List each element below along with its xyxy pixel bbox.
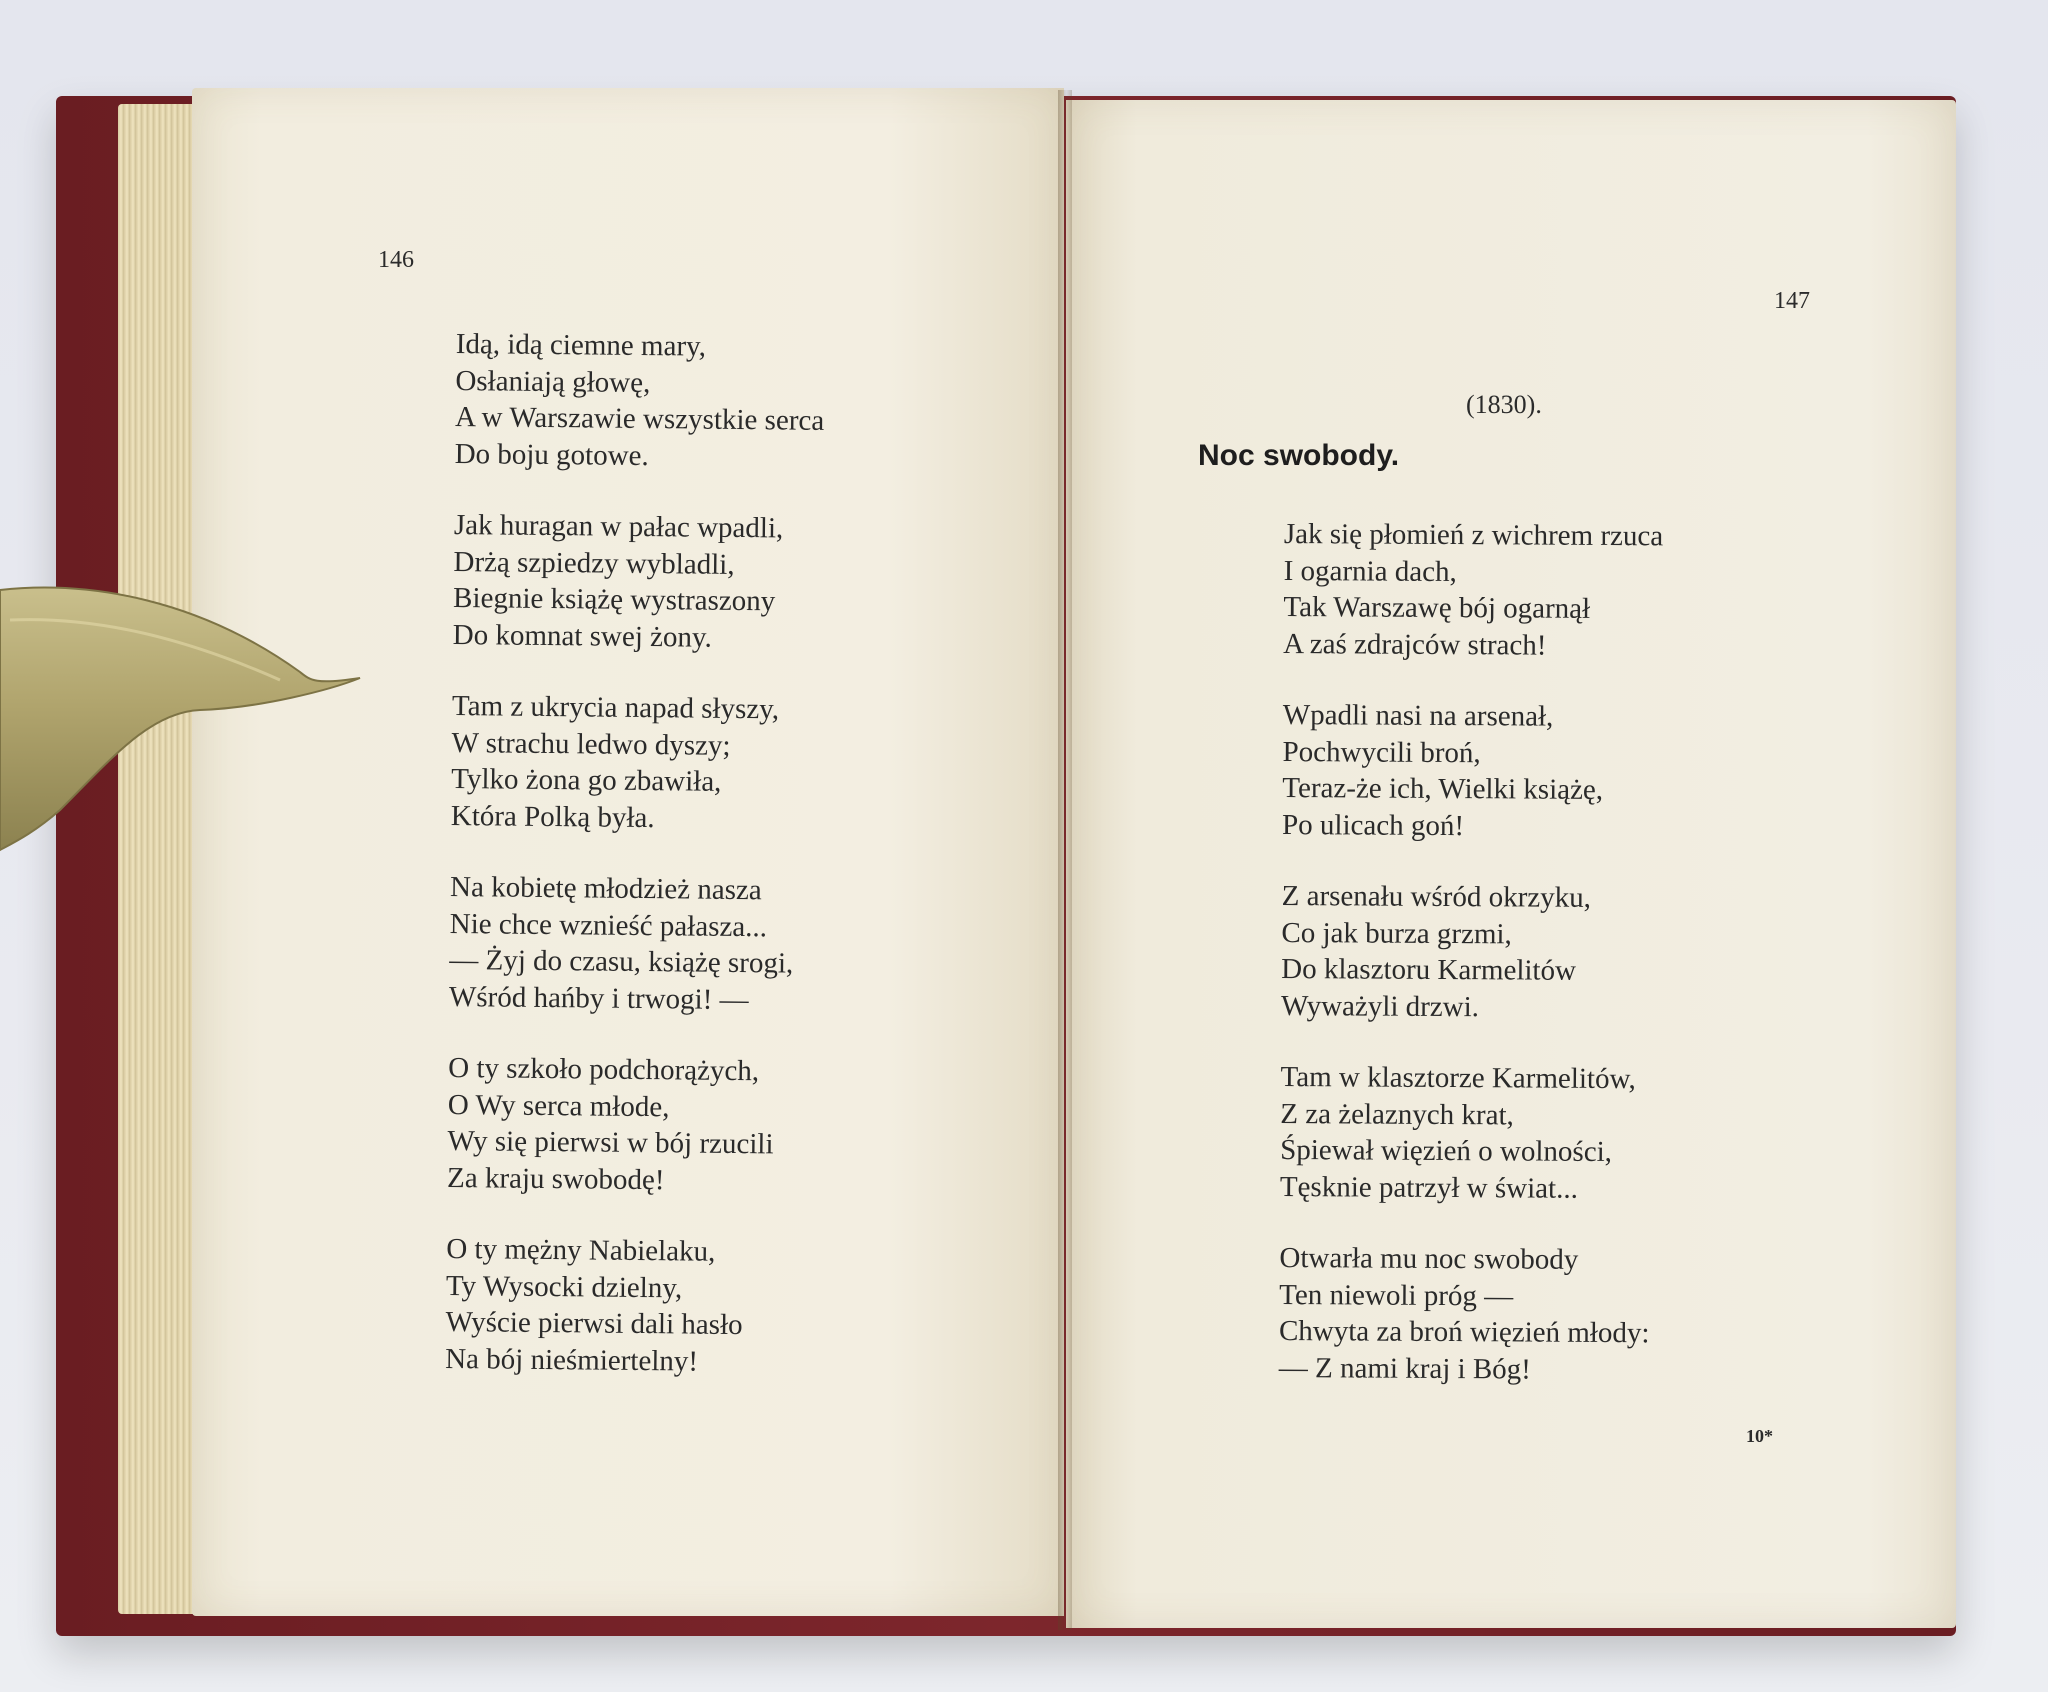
poem-line: Biegnie książę wystraszony bbox=[452, 581, 776, 618]
stanza bbox=[1280, 1059, 1660, 1207]
poem-line: Do klasztoru Karmelitów bbox=[1281, 952, 1577, 987]
stanza bbox=[1282, 697, 1662, 845]
poem-title: Noc swobody. bbox=[1198, 439, 1400, 472]
poem-line: Na kobietę młodzież nasza bbox=[449, 870, 762, 907]
poem-line: Jak huragan w pałac wpadli, bbox=[453, 508, 784, 545]
poem-line: Teraz-że ich, Wielki książę, bbox=[1282, 771, 1604, 806]
poem-line: Po ulicach goń! bbox=[1282, 808, 1465, 842]
printer-signature: 10* bbox=[1746, 1426, 1773, 1446]
poem-line: Tylko żona go zbawiła, bbox=[451, 762, 722, 798]
poem-line: Tak Warszawę bój ogarnął bbox=[1283, 590, 1591, 625]
poem-line: W strachu ledwo dyszy; bbox=[451, 726, 731, 762]
poem-line: Ten niewoli próg — bbox=[1279, 1278, 1514, 1312]
stanza bbox=[1283, 516, 1663, 664]
stanza bbox=[453, 507, 824, 657]
poem-line: O ty mężny Nabielaku, bbox=[446, 1232, 716, 1268]
poem-line: A zaś zdrajców strach! bbox=[1283, 627, 1547, 662]
poem-line: Za kraju swobodę! bbox=[446, 1161, 665, 1196]
poem-line: Wpadli nasi na arsenał, bbox=[1282, 698, 1554, 733]
stanza bbox=[449, 869, 820, 1019]
poem-line: Pochwycili broń, bbox=[1282, 735, 1481, 769]
left-page-number: 146 bbox=[378, 247, 414, 273]
right-page-number: 147 bbox=[1774, 288, 1810, 314]
poem-line: Tam z ukrycia napad słyszy, bbox=[451, 689, 780, 726]
poem-line: O ty szkoło podchorążych, bbox=[448, 1051, 760, 1088]
poem-line: Wyważyli drzwi. bbox=[1280, 989, 1480, 1023]
poem-line: Drżą szpiedzy wybladli, bbox=[453, 545, 735, 581]
poem-line: Wy się pierwsi w bój rzucili bbox=[447, 1124, 774, 1161]
poem-line: Wyście pierwsi dali hasło bbox=[445, 1305, 743, 1342]
poem-line: Wśród hańby i trwogi! — bbox=[448, 980, 749, 1016]
book-gutter bbox=[1058, 90, 1072, 1630]
stanza bbox=[447, 1050, 818, 1200]
left-poem bbox=[445, 326, 826, 1416]
poem-line: Na bój nieśmiertelny! bbox=[445, 1342, 699, 1378]
poem-line: Jak się płomień z wichrem rzuca bbox=[1283, 517, 1664, 553]
stanza bbox=[454, 326, 825, 476]
poem-line: Otwarła mu noc swobody bbox=[1279, 1241, 1579, 1276]
right-poem bbox=[1278, 516, 1663, 1423]
poem-line: A w Warszawie wszystkie serca bbox=[454, 400, 825, 437]
poem-line: Tam w klasztorze Karmelitów, bbox=[1280, 1060, 1636, 1096]
poem-line: O Wy serca młode, bbox=[447, 1088, 670, 1123]
brass-page-holder bbox=[0, 560, 380, 860]
stanza bbox=[451, 688, 822, 838]
poem-line: Tęsknie patrzył w świat... bbox=[1279, 1170, 1578, 1205]
stanza bbox=[445, 1231, 816, 1381]
poem-line: I ogarnia dach, bbox=[1283, 554, 1457, 588]
poem-line: — Żyj do czasu, książę srogi, bbox=[449, 943, 794, 980]
poem-line: Do komnat swej żony. bbox=[452, 618, 713, 654]
poem-line: Z za żelaznych krat, bbox=[1280, 1097, 1514, 1131]
poem-line: Z arsenału wśród okrzyku, bbox=[1281, 879, 1592, 914]
poem-line: — Z nami kraj i Bóg! bbox=[1278, 1351, 1531, 1386]
stanza bbox=[1281, 878, 1661, 1026]
poem-line: Śpiewał więzień o wolności, bbox=[1280, 1133, 1613, 1169]
poem-line: Idą, idą ciemne mary, bbox=[455, 327, 707, 363]
poem-line: Nie chce wznieść pałasza... bbox=[449, 907, 768, 943]
poem-line: Co jak burza grzmi, bbox=[1281, 916, 1512, 950]
poem-line: Osłaniają głowę, bbox=[455, 364, 651, 399]
poem-year: (1830). bbox=[1466, 390, 1542, 419]
poem-line: Ty Wysocki dzielny, bbox=[445, 1269, 683, 1304]
poem-line: Która Polką była. bbox=[450, 799, 655, 834]
stanza bbox=[1279, 1240, 1659, 1388]
poem-line: Do boju gotowe. bbox=[454, 437, 649, 472]
poem-line: Chwyta za broń więzień młody: bbox=[1278, 1314, 1650, 1350]
